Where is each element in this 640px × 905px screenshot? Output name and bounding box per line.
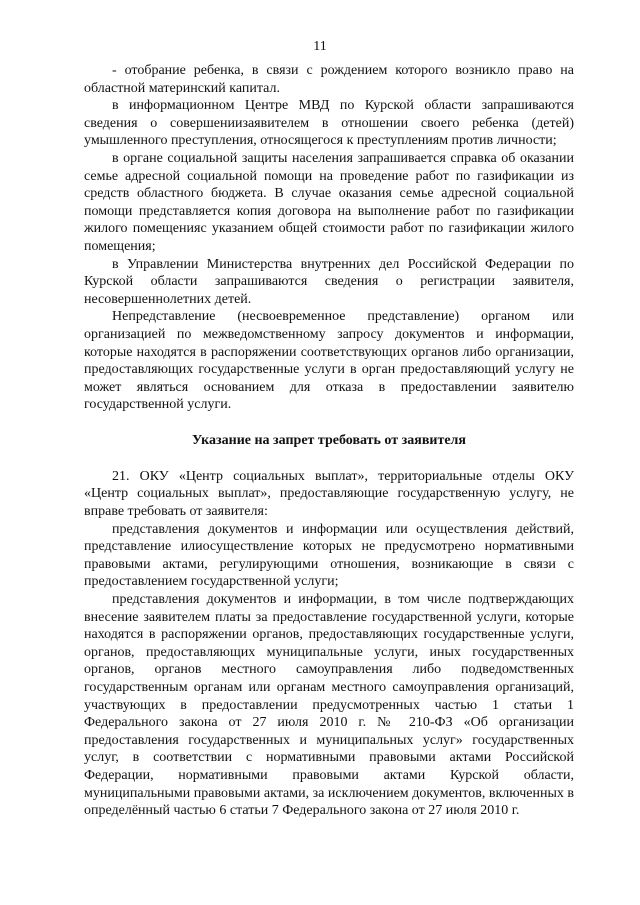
paragraph: в информационном Центре МВД по Курской области запрашиваются сведения о совершениизаявителем в отношении своего ребенка (детей) умышленного преступления, относящегося к преступлениям против личности; — [84, 98, 574, 149]
paragraph: 21. ОКУ «Центр социальных выплат», территориальные отделы ОКУ «Центр социальных выплат», предоставляющие государственную услугу, не вправе требовать от заявителя: — [84, 468, 574, 520]
paragraph: представления документов и информации или осуществления действий, представление илиосуществление которых не предусмотрено нормативными правовыми актами, регулирующими отношения, возникающие в связи с предоставлением государственной услуги; — [84, 521, 574, 590]
section-heading: Указание на запрет требовать от заявителя — [192, 432, 466, 448]
page-number: 11 — [313, 39, 327, 54]
paragraph: Непредставление (несвоевременное представление) органом или организацией по межведомственному запросу документов и информации, которые находятся в распоряжении соответствующих органов либо организации, предоставляющих государственные услуги в орган предоставляющий услугу не может являться основанием для отказа в предоставлении заявителю государственной услуги. — [84, 309, 574, 413]
paragraph: в органе социальной защиты населения запрашивается справка об оказании семье адресной социальной помощи на проведение работ по газификации из средств областного бюджета. В случае оказания семье адресной социальной помощи представляется копия договора на выполнение работ по газификации жилого помещенияс указанием общей стоимости работ по газификации жилого помещения; — [84, 150, 574, 254]
paragraph: - отобрание ребенка, в связи с рождением которого возникло право на областной материнский капитал. — [84, 63, 574, 96]
paragraph: в Управлении Министерства внутренних дел Российской Федерации по Курской области запрашиваются сведения о регистрации заявителя, несовершеннолетних детей. — [84, 256, 574, 307]
document-body — [84, 62, 574, 820]
paragraph: представления документов и информации, в том числе подтверждающих внесение заявителем платы за предоставление государственной услуги, которые находятся в распоряжении органов, предоставляющих государственные услуги, органов, предоставляющих муниципальные услуги, иных государственных органов, органов местного самоуправления либо подведомственных государственным органам или органам местного самоуправления организаций, участвующих в предоставлении предусмотренных частью 1 статьи 1 Федерального закона от 27 июля 2010 г. № 210-ФЗ «Об организации предоставления государственных и муниципальных услуг» государственных услуг, в соответствии с нормативными правовыми актами Российской Федерации, нормативными правовыми актами Курской области, муниципальными правовыми актами, за исключением документов, включенных в определённый частью 6 статьи 7 Федерального закона от 27 июля 2010 г. — [84, 592, 574, 819]
